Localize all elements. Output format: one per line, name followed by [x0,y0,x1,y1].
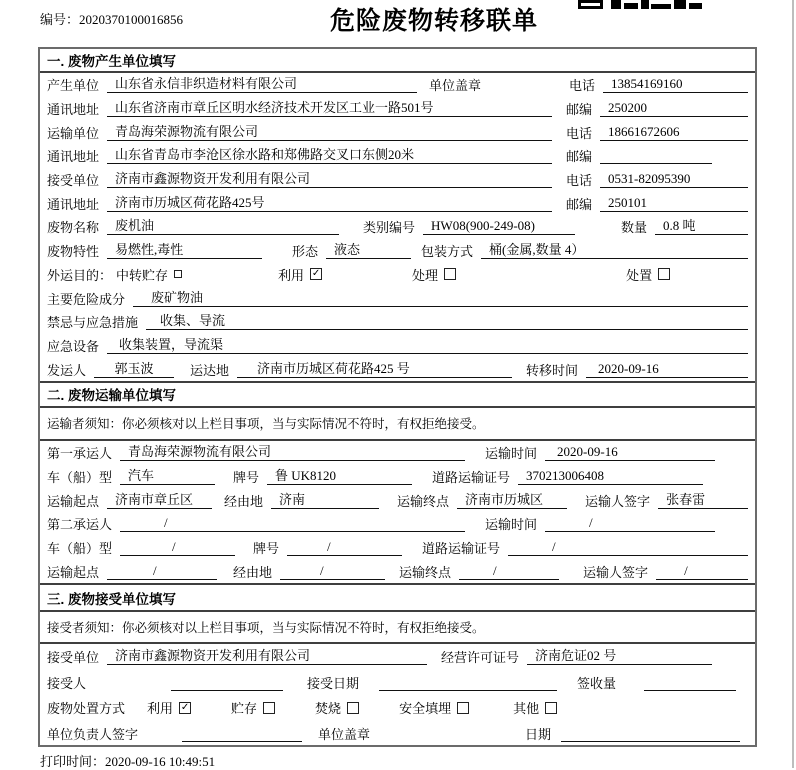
acceptor-label: 接受人 [47,675,87,691]
qr-block [651,4,671,9]
route2-start-value: / [107,563,217,580]
acceptor-row [40,670,755,696]
purpose-option-storage-label: 中转贮存 [116,267,169,283]
transfer-time-label: 转移时间 [526,362,579,378]
producer-address-row [40,97,755,121]
receiver-unit-row [40,168,755,192]
carrier1-value: 青岛海荣源物流有限公司 [120,444,465,461]
route1-via-value: 济南 [271,492,379,509]
disposal-other-checkbox [545,702,557,714]
print-time-value: 2020-09-16 10:49:51 [105,754,216,769]
carrier1-time-label: 运输时间 [485,446,538,462]
carrier1-time-value: 2020-09-16 [545,444,715,461]
hazardous-waste-transfer-form [38,47,757,747]
signed-qty-label: 签收量 [577,675,617,691]
carrier2-label: 第二承运人 [47,517,113,533]
dispatcher-name: 郭玉波 [94,361,174,378]
disposal-burn-label: 焚烧 [315,701,342,717]
disposal-landfill-label: 安全填埋 [399,701,452,717]
qr-block [578,0,603,9]
carrier2-value: / [120,515,465,532]
transporter-phone-label: 电话 [566,125,593,141]
sign-date-value [561,725,740,742]
carrier2-time-label: 运输时间 [485,517,538,533]
accept-unit-label: 接受单位 [47,650,100,666]
route2-sign-label: 运输人签字 [583,564,649,580]
purpose-option-dispose-label: 处置 [626,267,653,283]
emergency-equipment-label: 应急设备 [47,338,100,354]
unit-stamp-label: 单位盖章 [429,78,482,94]
carrier2-row [40,512,755,536]
vehicle2-cert-label: 道路运输证号 [422,541,501,557]
responsible-sign-value [182,725,302,742]
contraindication-row [40,310,755,334]
waste-qty-value: 0.8 吨 [655,218,748,235]
receiver-unit-value: 济南市鑫源物资开发利用有限公司 [107,171,552,188]
section-transporter [40,381,755,583]
receiver-unit-label: 接受单位 [47,173,100,189]
transfer-purpose-row [40,263,755,287]
transporter-unit-value: 青岛海荣源物流有限公司 [107,124,552,141]
receiver-zip-label: 邮编 [566,196,593,212]
receiver-notice: 接受者须知：你必须核对以上栏目事项，当与实际情况不符时，有权拒绝接受。 [40,612,755,644]
vehicle2-row [40,536,755,560]
waste-name-row [40,215,755,239]
serial-number-line [40,9,183,28]
receiver-zip-value: 250101 [600,195,748,212]
transfer-purpose-label: 外运目的： [47,267,113,283]
carrier1-label: 第一承运人 [47,446,113,462]
route2-row [40,559,755,583]
print-time-label: 打印时间： [40,754,106,769]
route2-via-label: 经由地 [233,564,273,580]
purpose-treat-checkbox [444,268,456,280]
page-edge-line [792,0,794,768]
section-3-title: 三. 废物接受单位填写 [40,583,755,612]
dispatcher-label: 发运人 [47,362,87,378]
producer-unit-value: 山东省永信非织造材料有限公司 [107,76,417,93]
route1-sign-value: 张春雷 [658,492,748,509]
packing-value: 桶(金属,数量 4） [481,242,748,259]
route2-sign-value: / [656,563,748,580]
receiver-address-value: 济南市历城区荷花路425号 [107,195,552,212]
producer-address-label: 通讯地址 [47,102,100,118]
accept-unit-row [40,644,755,670]
accept-unit-value: 济南市鑫源物资开发利用有限公司 [107,648,427,665]
waste-character-row [40,239,755,263]
print-time-line [40,751,215,770]
waste-code-value: HW08(900-249-08) [423,218,575,235]
route1-row [40,488,755,512]
qr-block [611,0,621,9]
purpose-dispose-checkbox [658,268,670,280]
disposal-other-label: 其他 [513,701,540,717]
receiver-address-label: 通讯地址 [47,196,100,212]
transporter-unit-label: 运输单位 [47,125,100,141]
accept-date-value [379,674,557,691]
destination-label: 运达地 [190,362,230,378]
purpose-use-checkbox: ✓ [311,268,321,280]
vehicle1-type-label: 车（船）型 [47,469,113,485]
purpose-option-use-label: 利用 [278,267,305,283]
route2-start-label: 运输起点 [47,564,100,580]
receiver-phone-value: 0531-82095390 [600,171,748,188]
producer-phone-label: 电话 [569,78,596,94]
disposal-store-checkbox [263,702,275,714]
disposal-burn-checkbox [347,702,359,714]
hazard-component-value: 废矿物油 [133,290,748,307]
transporter-address-label: 通讯地址 [47,149,100,165]
vehicle1-plate-value: 鲁 UK8120 [267,468,412,485]
page-title: 危险废物转移联单 [330,7,539,35]
route2-end-label: 运输终点 [399,564,452,580]
route1-end-value: 济南市历城区 [457,492,567,509]
vehicle2-cert-value: / [508,539,748,556]
hazard-component-label: 主要危险成分 [47,291,126,307]
destination-value: 济南市历城区荷花路425 号 [237,361,512,378]
waste-qty-label: 数量 [621,220,648,236]
vehicle2-type-value: / [120,539,235,556]
serial-label: 编号： [40,12,80,27]
section-1-title: 一. 废物产生单位填写 [40,49,755,73]
route1-start-value: 济南市章丘区 [107,492,212,509]
sign-date-label: 日期 [525,726,552,742]
waste-form-value: 液态 [326,242,411,259]
transporter-notice: 运输者须知：你必须核对以上栏目事项，当与实际情况不符时，有权拒绝接受。 [40,408,755,441]
disposal-use-checkbox: ✓ [180,701,190,713]
route1-sign-label: 运输人签字 [585,493,651,509]
transporter-address-value: 山东省青岛市李沧区徐水路和郑佛路交叉口东侧20米 [107,147,552,164]
transporter-phone-value: 18661672606 [600,124,748,141]
disposal-landfill-checkbox [457,702,469,714]
transporter-address-row [40,144,755,168]
carrier2-time-value: / [545,515,715,532]
waste-character-label: 废物特性 [47,244,100,260]
route2-end-value: / [459,563,559,580]
disposal-method-row [40,695,755,721]
transporter-unit-row [40,120,755,144]
qr-block [624,3,638,9]
route2-via-value: / [280,563,385,580]
waste-form-label: 形态 [292,244,319,260]
route1-via-label: 经由地 [224,493,264,509]
purpose-option-treat-label: 处理 [412,267,439,283]
route1-start-label: 运输起点 [47,493,100,509]
transporter-zip-label: 邮编 [566,149,593,165]
producer-unit-label: 产生单位 [47,78,100,94]
responsible-sign-row [40,721,755,747]
purpose-storage-checkbox [174,270,182,278]
contraindication-label: 禁忌与应急措施 [47,315,139,331]
receiver-address-row [40,191,755,215]
vehicle1-type-value: 汽车 [120,468,215,485]
receiver-phone-label: 电话 [566,173,593,189]
producer-address-value: 山东省济南市章丘区明水经济技术开发区工业一路501号 [107,100,552,117]
section-producer [40,49,755,381]
vehicle1-plate-label: 牌号 [233,469,260,485]
disposal-store-label: 贮存 [231,701,258,717]
signed-qty-value [644,674,736,691]
producer-zip-label: 邮编 [566,102,593,118]
unit-stamp-label-2: 单位盖章 [318,726,371,742]
vehicle2-plate-value: / [287,539,402,556]
vehicle2-plate-label: 牌号 [253,541,280,557]
disposal-use-label: 利用 [147,701,174,717]
waste-name-label: 废物名称 [47,220,100,236]
qr-code-fragment-icon [578,0,702,9]
emergency-equipment-value: 收集装置，导流渠 [107,337,748,354]
section-2-title: 二. 废物运输单位填写 [40,381,755,408]
accept-date-label: 接受日期 [307,675,360,691]
waste-character-value: 易燃性,毒性 [107,242,262,259]
operation-license-value: 济南危证02 号 [527,648,712,665]
producer-zip-value: 250200 [600,100,748,117]
transporter-zip-value [600,147,712,164]
waste-name-value: 废机油 [107,218,339,235]
carrier1-row [40,441,755,465]
disposal-method-label: 废物处置方式 [47,701,126,717]
section-receiver [40,583,755,746]
waste-code-label: 类别编号 [363,220,416,236]
qr-block [674,0,686,9]
serial-number: 2020370100016856 [79,12,184,27]
responsible-sign-label: 单位负责人签字 [47,726,139,742]
vehicle2-type-label: 车（船）型 [47,541,113,557]
operation-license-label: 经营许可证号 [441,650,520,666]
vehicle1-cert-value: 370213006408 [518,468,703,485]
vehicle1-cert-label: 道路运输证号 [432,469,511,485]
qr-block [641,0,649,9]
acceptor-value [171,674,283,691]
producer-unit-row [40,73,755,97]
contraindication-value: 收集、导流 [146,313,748,330]
dispatch-row [40,357,755,381]
emergency-equipment-row [40,334,755,358]
vehicle1-row [40,465,755,489]
packing-label: 包装方式 [421,244,474,260]
route1-end-label: 运输终点 [397,493,450,509]
producer-phone-value: 13854169160 [603,76,748,93]
qr-block [689,3,702,9]
hazard-component-row [40,286,755,310]
transfer-time-value: 2020-09-16 [586,361,748,378]
